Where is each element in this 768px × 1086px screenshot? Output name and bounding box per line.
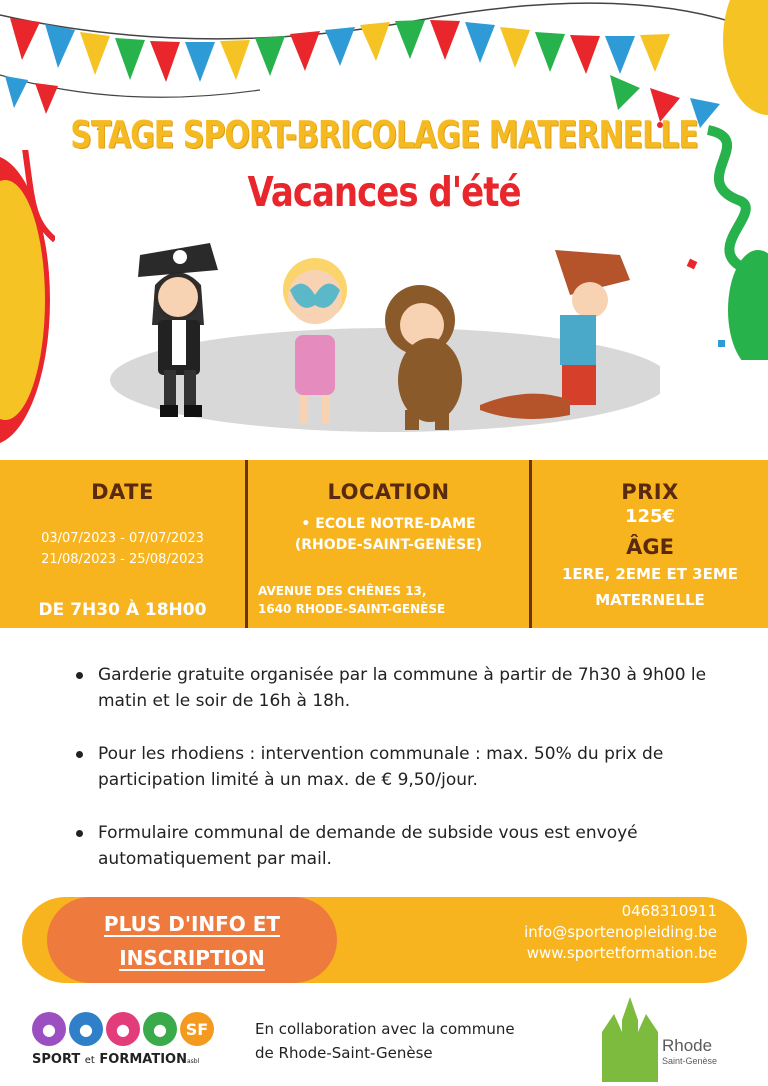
phone-number[interactable]: 0468310911 (621, 902, 717, 920)
location-name-line2: (RHODE-SAINT-GENÈSE) (294, 537, 483, 553)
list-item: Formulaire communal de demande de subside vous est envoyé automatiquement par mail. (70, 820, 730, 872)
more-info-label-line2[interactable]: INSCRIPTION (119, 946, 265, 970)
location-address (258, 582, 445, 618)
cycling-icon: ● (69, 1012, 103, 1046)
contact-banner (22, 897, 747, 983)
age-heading: ÂGE (626, 535, 674, 559)
church-icon (600, 992, 660, 1082)
sport-et-formation-logo (32, 1012, 232, 1078)
sf-name-part3: FORMATION (99, 1052, 187, 1067)
list-item: Garderie gratuite organisée par la commune à partir de 7h30 à 9h00 le matin et le soir de 16h à 18h. (70, 662, 730, 714)
location-column (245, 460, 532, 628)
email-link[interactable]: info@sportenopleiding.be (524, 923, 717, 941)
location-name (248, 514, 529, 556)
karate-icon: ● (32, 1012, 66, 1046)
date-range-1: 03/07/2023 - 07/07/2023 (41, 531, 204, 546)
date-ranges (0, 528, 245, 570)
football-icon: ● (143, 1012, 177, 1046)
collab-line2: de Rhode-Saint-Genèse (255, 1044, 433, 1062)
rhode-name: Rhode (662, 1036, 713, 1055)
hours-text: DE 7H30 À 18H00 (38, 600, 207, 620)
location-heading: LOCATION (327, 480, 450, 504)
details-list (70, 662, 730, 899)
info-band (0, 460, 768, 628)
location-name-line1: • ECOLE NOTRE-DAME (301, 516, 476, 532)
price-value: 125€ (624, 506, 676, 527)
date-column (0, 460, 245, 628)
sf-name-part2: et (84, 1055, 95, 1066)
address-line1: AVENUE DES CHÊNES 13, (258, 584, 427, 598)
more-info-registration-button[interactable] (47, 897, 337, 983)
sf-letters-icon: SF (180, 1012, 214, 1046)
rhode-saint-genese-logo (600, 992, 730, 1082)
sport-icons-row (32, 1012, 232, 1046)
price-heading: PRIX (621, 480, 679, 504)
sf-name-part1: SPORT (32, 1052, 81, 1067)
more-info-label-line1[interactable]: PLUS D'INFO ET (103, 912, 281, 936)
sport-et-formation-name (32, 1052, 232, 1067)
date-heading: DATE (91, 480, 154, 504)
collaboration-text (255, 1017, 515, 1065)
contact-details (524, 901, 717, 964)
age-value (532, 561, 768, 613)
sf-name-suffix: asbl (186, 1058, 200, 1065)
website-link[interactable]: www.sportetformation.be (526, 944, 717, 962)
page-subtitle: Vacances d'été (247, 169, 521, 217)
collab-line1: En collaboration avec la commune (255, 1020, 515, 1038)
rhode-subtitle: Saint-Genèse (662, 1056, 718, 1066)
age-line1: 1ERE, 2EME ET 3EME (561, 565, 739, 583)
price-column (532, 460, 768, 628)
address-line2: 1640 RHODE-SAINT-GENÈSE (258, 602, 446, 616)
date-range-2: 21/08/2023 - 25/08/2023 (41, 552, 204, 567)
tennis-icon: ● (106, 1012, 140, 1046)
bunting-decoration (0, 0, 768, 130)
page-title: STAGE SPORT-BRICOLAGE MATERNELLE (70, 113, 698, 158)
children-costumes-illustration (100, 225, 660, 450)
list-item: Pour les rhodiens : intervention communale : max. 50% du prix de participation limité à un max. de € 9,50/jour. (70, 741, 730, 793)
age-line2: MATERNELLE (595, 591, 705, 609)
title-block (0, 113, 768, 217)
